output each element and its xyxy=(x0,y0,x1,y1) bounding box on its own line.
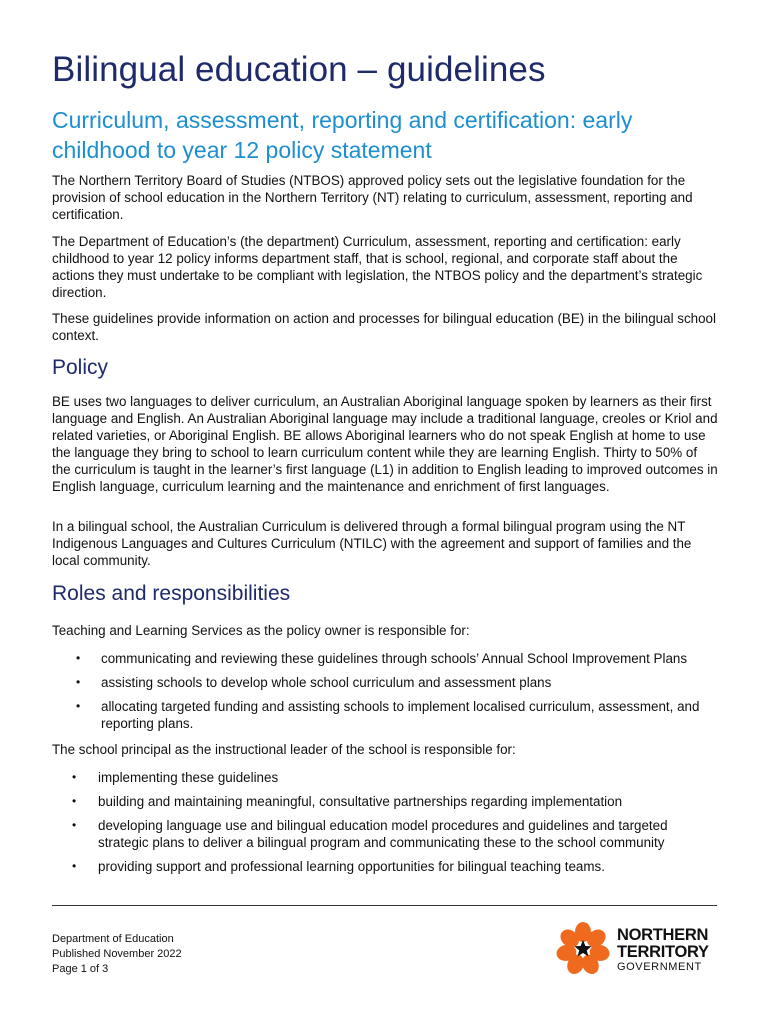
list-item-text: implementing these guidelines xyxy=(98,770,279,785)
bullet-icon: • xyxy=(72,818,77,832)
list-item-text: building and maintaining meaningful, consultative partnerships regarding implementation xyxy=(98,794,623,809)
intro-paragraph-1: The Northern Territory Board of Studies (NTBOS) approved policy sets out the legislative foundation for the provision of school education in the Northern Territory (NT) relating to curriculum, assessment, reporting and certification. xyxy=(52,173,693,222)
bullet-icon: • xyxy=(72,859,77,873)
principal-list xyxy=(72,769,712,875)
intro-paragraph-3: These guidelines provide information on action and processes for bilingual education (BE) in the bilingual school context. xyxy=(52,311,716,343)
tls-intro: Teaching and Learning Services as the policy owner is responsible for: xyxy=(52,623,470,638)
list-item xyxy=(72,817,718,851)
list-item-text: allocating targeted funding and assisting schools to implement localised curriculum, assessment, and reporting plans. xyxy=(101,699,700,731)
footer-department: Department of Education xyxy=(52,933,174,945)
list-item-text: communicating and reviewing these guidelines through schools’ Annual School Improvement Plans xyxy=(101,651,688,666)
desert-rose-icon xyxy=(554,920,612,978)
list-item xyxy=(76,650,716,667)
logo-line-2: TERRITORY xyxy=(617,943,709,961)
bullet-icon: • xyxy=(72,770,77,784)
list-item xyxy=(72,769,712,786)
list-item xyxy=(72,793,712,810)
list-item-text: assisting schools to develop whole school curriculum and assessment plans xyxy=(101,675,552,690)
list-item xyxy=(72,858,712,875)
bullet-icon: • xyxy=(72,794,77,808)
page-subtitle: Curriculum, assessment, reporting and certification: early childhood to year 12 policy statement xyxy=(52,107,633,163)
list-item-text: developing language use and bilingual education model procedures and guidelines and targeted strategic plans to deliver a bilingual program and communicating these to the school community xyxy=(98,818,668,850)
footer xyxy=(52,932,182,977)
footer-page-number: Page 1 of 3 xyxy=(52,963,109,975)
logo-line-3: GOVERNMENT xyxy=(617,961,702,973)
bullet-icon: • xyxy=(76,651,81,665)
tls-list xyxy=(76,650,716,732)
bullet-icon: • xyxy=(76,675,81,689)
principal-intro: The school principal as the instructional leader of the school is responsible for: xyxy=(52,742,516,757)
policy-paragraph-2: In a bilingual school, the Australian Curriculum is delivered through a formal bilingual program using the NT Indigenous Languages and Cultures Curriculum (NTILC) with the agreement and support of families and the local community. xyxy=(52,519,692,568)
list-item xyxy=(76,674,716,691)
nt-government-logo xyxy=(554,920,718,978)
intro-paragraph-2: The Department of Education’s (the department) Curriculum, assessment, reporting and certification: early childhood to year 12 policy informs department staff, that is school, regional, and corporate staff about the actions they must undertake to be compliant with legislation, the NTBOS policy and the department’s strategic direction. xyxy=(52,234,703,300)
policy-paragraph-1: BE uses two languages to deliver curriculum, an Australian Aboriginal language spoken by learners as their first language and English. An Australian Aboriginal language may include a traditional language, creoles or Kriol and related varieties, or Aboriginal English. BE allows Aboriginal learners who do not speak English at home to use the language they bring to school to learn curriculum content while they are learning English. Thirty to 50% of the curriculum is taught in the learner’s first language (L1) in addition to English leading to improved outcomes in English language, curriculum learning and the maintenance and enrichment of first languages. xyxy=(52,394,718,494)
footer-divider xyxy=(52,905,717,906)
list-item-text: providing support and professional learning opportunities for bilingual teaching teams. xyxy=(98,859,605,874)
policy-heading: Policy xyxy=(52,356,109,379)
roles-heading: Roles and responsibilities xyxy=(52,582,291,605)
bullet-icon: • xyxy=(76,699,81,713)
page-title: Bilingual education – guidelines xyxy=(52,50,546,89)
footer-published: Published November 2022 xyxy=(52,948,182,960)
logo-line-1: NORTHERN xyxy=(617,926,709,944)
list-item xyxy=(76,698,701,732)
